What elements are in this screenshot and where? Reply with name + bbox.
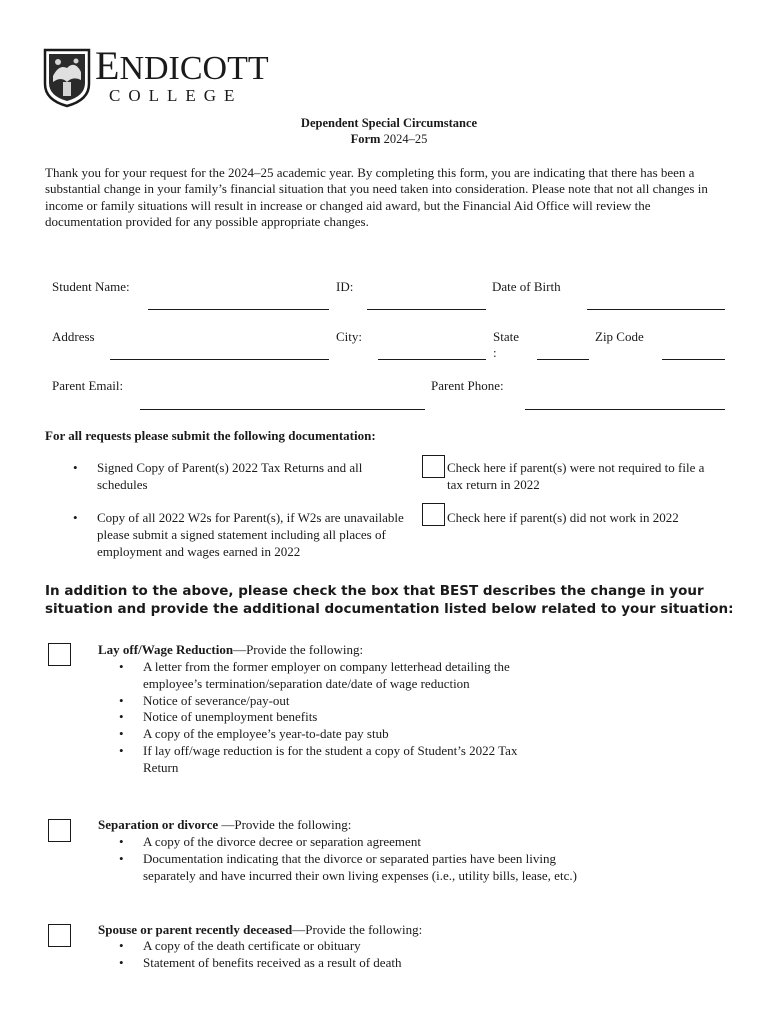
id-label: ID:	[336, 279, 354, 294]
divorce-suffix: —Provide the following:	[218, 817, 352, 832]
divorce-checkbox[interactable]	[48, 819, 71, 842]
no-tax-return-checkbox[interactable]	[422, 455, 445, 478]
parent-email-label: Parent Email:	[52, 378, 124, 393]
divorce-doc-item: • Documentation indicating that the divorce or separated parties have been living separately and have incurred their own living expenses (i.e., utility bills, lease, etc.)	[143, 851, 598, 885]
state-label: State	[493, 329, 519, 344]
form-title: Dependent Special Circumstance	[300, 116, 478, 130]
situation-heading: In addition to the above, please check the box that BEST describes the change in your situation and provide the additional documentation listed below related to your situation:	[45, 583, 734, 617]
intro-paragraph: Thank you for your request for the 2024–25 academic year. By completing this form, you are indicating that there has been a substantial change in your family’s financial situation that you need taken into consideration. Please note that not all changes in income or family situations will result in increase or changed aid award, but the Financial Aid Office will review the documentation provided for any possible appropriate changes.	[45, 165, 708, 230]
deceased-docs-list	[143, 938, 598, 972]
college-logo	[43, 43, 269, 110]
form-year: 2024–25	[383, 132, 428, 146]
logo-wordmark	[95, 43, 269, 88]
request-item-tax-returns: • Signed Copy of Parent(s) 2022 Tax Returns and all schedules	[97, 460, 397, 494]
zip-field[interactable]	[662, 359, 725, 360]
parent-phone-label: Parent Phone:	[431, 378, 504, 393]
requests-list-2	[97, 510, 409, 560]
parent-email-field[interactable]	[140, 409, 425, 410]
logo-wordmark-initial: E	[95, 43, 120, 88]
logo-wordmark-rest: NDICOTT	[119, 50, 269, 87]
divorce-docs-list	[143, 834, 598, 884]
id-field[interactable]	[367, 309, 486, 310]
deceased-doc-item: • Statement of benefits received as a result of death	[143, 955, 598, 972]
state-colon: :	[493, 345, 497, 360]
layoff-doc-item: • A letter from the former employer on company letterhead detailing the employee’s termination/separation date/date of wage reduction	[143, 659, 518, 693]
address-label: Address	[52, 329, 95, 344]
deceased-title-line	[98, 922, 422, 938]
layoff-doc-item: • Notice of unemployment benefits	[143, 709, 518, 726]
layoff-title-line	[98, 642, 363, 658]
divorce-title-line	[98, 817, 351, 833]
layoff-docs-list	[143, 659, 518, 777]
layoff-title: Lay off/Wage Reduction	[98, 642, 234, 657]
parent-phone-field[interactable]	[525, 409, 725, 410]
deceased-doc-item: • A copy of the death certificate or obituary	[143, 938, 598, 955]
requests-list	[97, 460, 397, 494]
zip-label: Zip Code	[595, 329, 644, 344]
did-not-work-label: Check here if parent(s) did not work in 2022	[447, 510, 679, 525]
layoff-doc-item: • A copy of the employee’s year-to-date pay stub	[143, 726, 518, 743]
state-field[interactable]	[537, 359, 589, 360]
did-not-work-checkbox[interactable]	[422, 503, 445, 526]
college-shield-icon	[43, 46, 91, 108]
dob-label: Date of Birth	[492, 279, 561, 294]
divorce-doc-item: • A copy of the divorce decree or separation agreement	[143, 834, 598, 851]
divorce-title: Separation or divorce	[98, 817, 219, 832]
deceased-suffix: —Provide the following:	[292, 922, 423, 937]
layoff-doc-item: • Notice of severance/pay-out	[143, 693, 518, 710]
student-name-label: Student Name:	[52, 279, 130, 294]
layoff-checkbox[interactable]	[48, 643, 71, 666]
request-item-w2s: • Copy of all 2022 W2s for Parent(s), if W2s are unavailable please submit a signed statement including all places of employment and wages earned in 2022	[97, 510, 409, 560]
address-field[interactable]	[110, 359, 329, 360]
form-subtitle: Form 2024–25	[350, 132, 428, 146]
layoff-doc-item: • If lay off/wage reduction is for the student a copy of Student’s 2022 Tax Return	[143, 743, 518, 777]
layoff-suffix: —Provide the following:	[233, 642, 364, 657]
logo-subtitle: COLLEGE	[109, 86, 243, 105]
student-name-field[interactable]	[148, 309, 329, 310]
city-label: City:	[336, 329, 363, 344]
no-tax-return-label: Check here if parent(s) were not required to file a tax return in 2022	[447, 460, 705, 492]
dob-field[interactable]	[587, 309, 725, 310]
deceased-title: Spouse or parent recently deceased	[98, 922, 293, 937]
city-field[interactable]	[378, 359, 486, 360]
deceased-checkbox[interactable]	[48, 924, 71, 947]
requests-heading: For all requests please submit the following documentation:	[45, 428, 376, 443]
